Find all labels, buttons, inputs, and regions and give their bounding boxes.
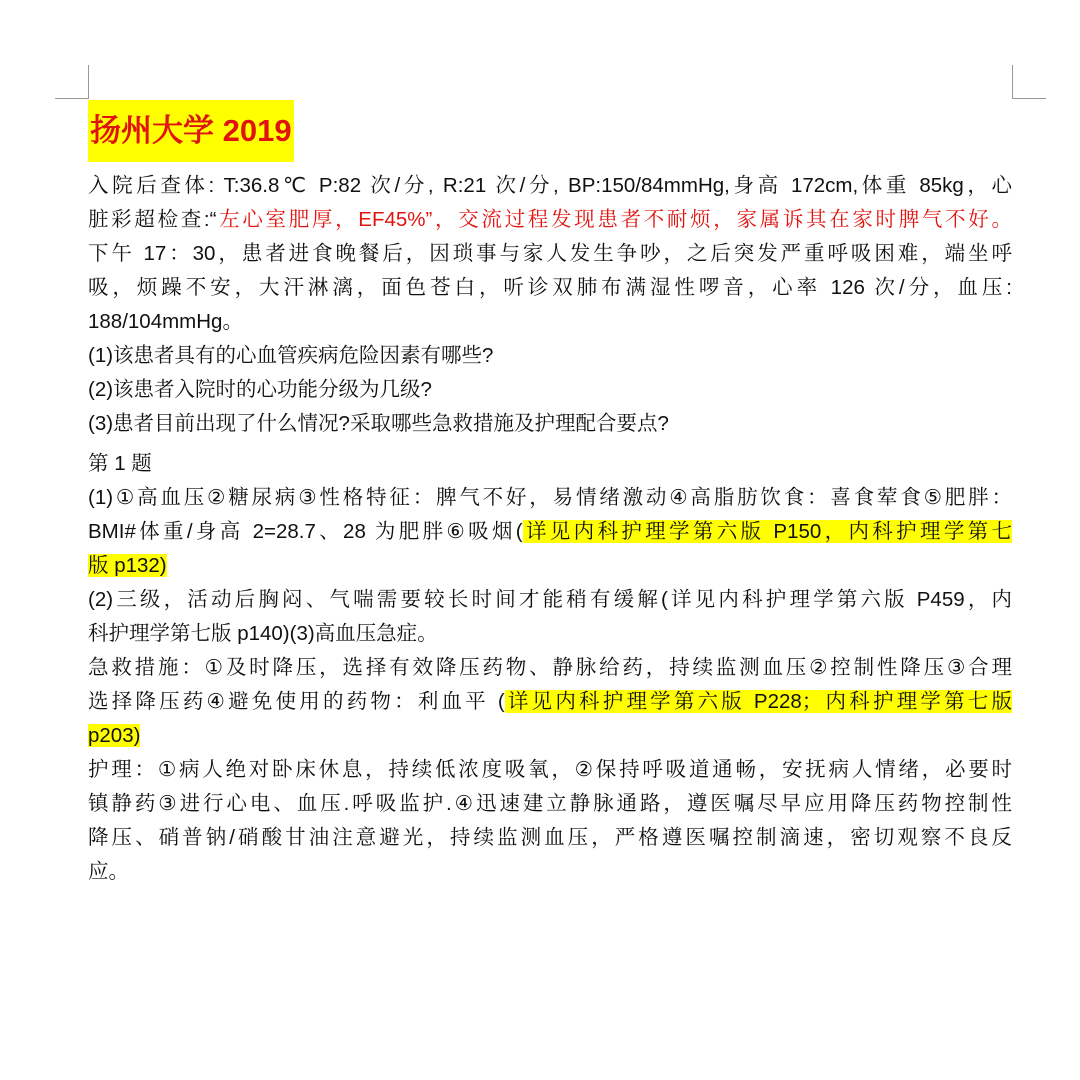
case-line [88, 203, 1012, 237]
case-line: 188/104mmHg。 [88, 310, 243, 333]
case-text: 脏彩超检查:“ [88, 208, 217, 231]
case-red-text: 左心室肥厚，EF45%”，交流过程发现患者不耐烦，家属诉其在家时脾气不好。 [216, 208, 1012, 231]
nursing-line: 降压、硝普钠/硝酸甘油注意避光，持续监测血压，严格遵医嘱控制滴速，密切观察不良反 [88, 826, 1012, 849]
emergency-line: 急救措施：①及时降压，选择有效降压药物、静脉给药，持续监测血压②控制性降压③合理 [88, 656, 1012, 679]
case-line: 下午 17：30，患者进食晚餐后，因琐事与家人发生争吵，之后突发严重呼吸困难，端坐呼 [88, 242, 1012, 265]
answer-heading: 第 1 题 [88, 452, 152, 475]
nursing-line: 镇静药③进行心电、血压.呼吸监护.④迅速建立静脉通路，遵医嘱尽早应用降压药物控制性 [88, 792, 1012, 815]
answer-line [88, 515, 1012, 549]
answer-line [88, 549, 1012, 583]
highlighted-reference: p203) [88, 724, 141, 747]
question-1: (1)该患者具有的心血管疾病危险因素有哪些? [88, 344, 494, 367]
nursing-line: 应。 [88, 860, 129, 883]
question-2: (2)该患者入院时的心功能分级为几级? [88, 378, 432, 401]
question-3: (3)患者目前出现了什么情况?采取哪些急救措施及护理配合要点? [88, 412, 669, 435]
answer-text: BMI#体重/身高 2=28.7、28 为肥胖⑥吸烟( [88, 520, 523, 543]
case-line: 吸，烦躁不安，大汗淋漓，面色苍白，听诊双肺布满湿性啰音，心率 126 次/分，血压: [88, 276, 1012, 299]
answer-line: 科护理学第七版 p140)(3)高血压急症。 [88, 622, 438, 645]
case-line: 入院后查体: T:36.8℃ P:82 次/分, R:21 次/分, BP:150/84mmHg,身高 172cm,体重 85kg，心 [88, 174, 1012, 197]
nursing-line: 护理：①病人绝对卧床休息，持续低浓度吸氧，②保持呼吸道通畅，安抚病人情绪，必要时 [88, 758, 1012, 781]
emergency-line [88, 685, 1012, 719]
page-corner-mark [88, 65, 89, 99]
document-title: 扬州大学 2019 [88, 100, 294, 162]
emergency-line [88, 719, 1012, 753]
page-corner-mark [1012, 65, 1013, 99]
highlighted-reference: 版 p132) [88, 554, 167, 577]
highlighted-reference: 详见内科护理学第六版 P150，内科护理学第七 [522, 520, 1012, 543]
answer-line: (1)①高血压②糖尿病③性格特征：脾气不好，易情绪激动④高脂肪饮食：喜食荤食⑤肥胖： [88, 486, 1012, 509]
page-corner-mark [55, 98, 89, 99]
answer-line: (2)三级，活动后胸闷、气喘需要较长时间才能稍有缓解(详见内科护理学第六版 P459，内 [88, 588, 1012, 611]
emergency-text: 选择降压药④避免使用的药物：利血平 ( [88, 690, 505, 713]
page-corner-mark [1012, 98, 1046, 99]
highlighted-reference: 详见内科护理学第六版 P228；内科护理学第七版 [504, 690, 1012, 713]
